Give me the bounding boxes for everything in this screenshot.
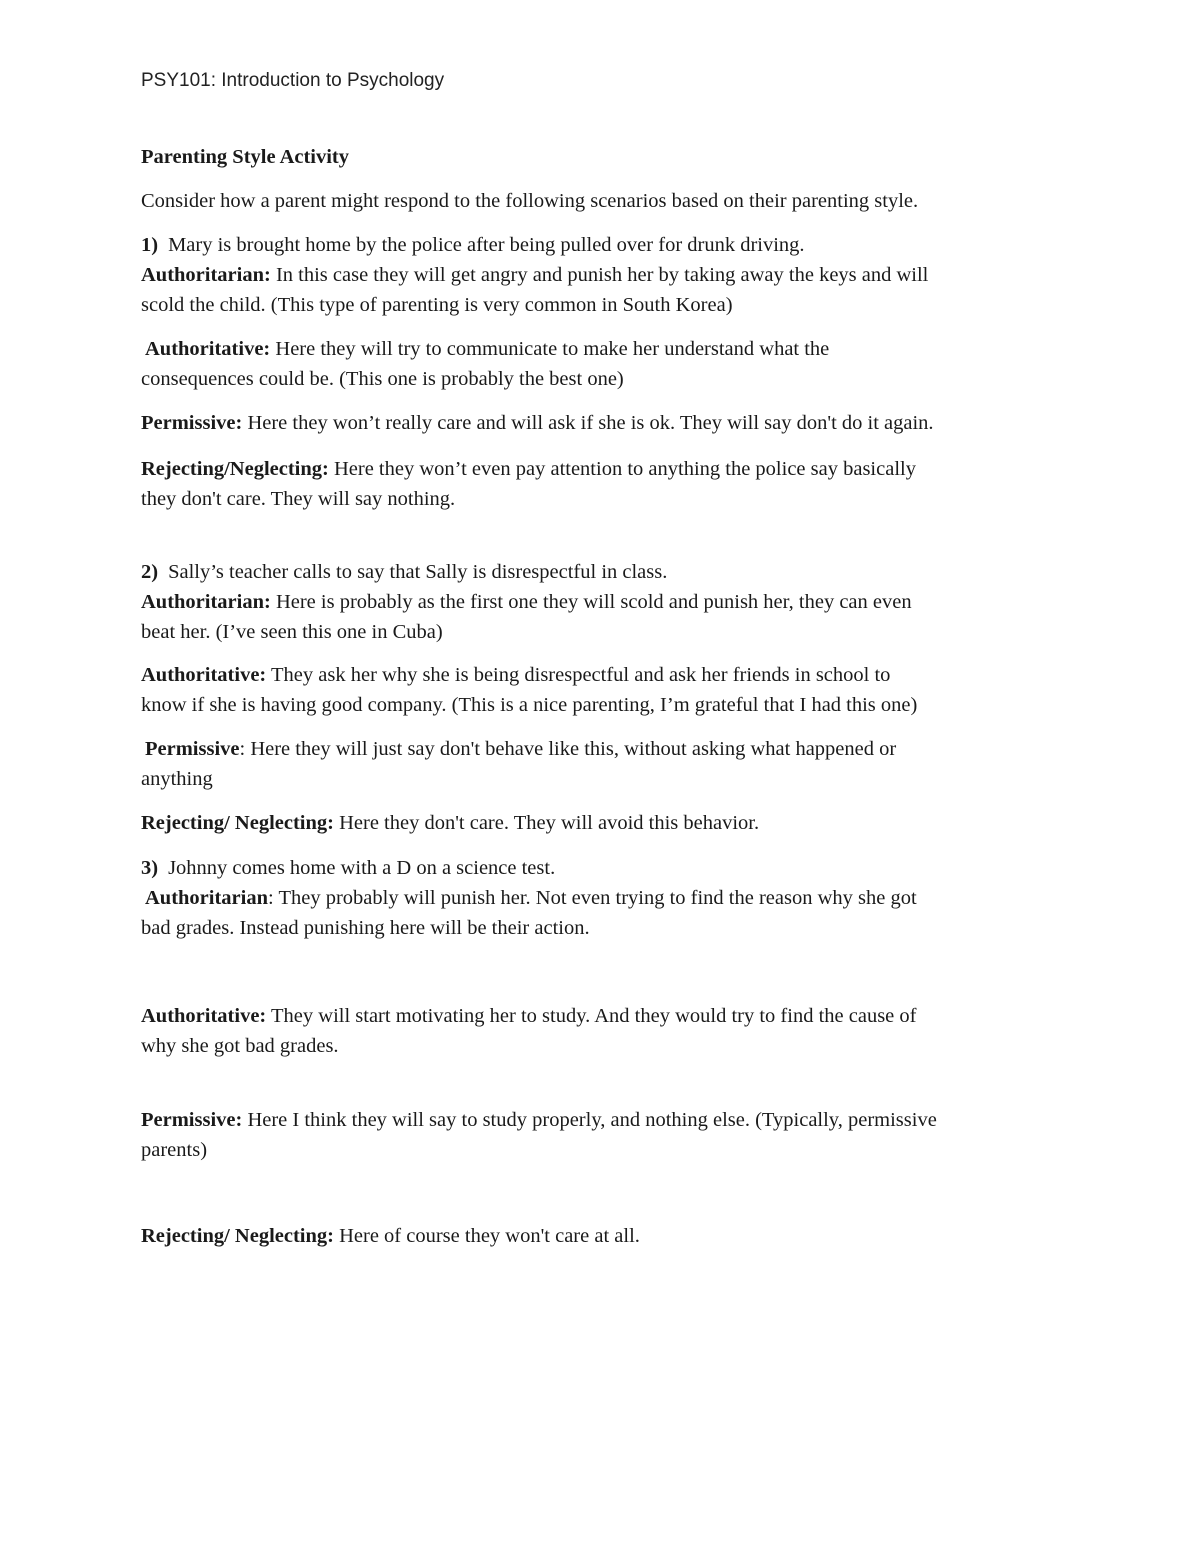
response-text: : Here they will just say don't behave like this, without asking what happened or [239,738,897,760]
response-text: : They probably will punish her. Not even trying to find the reason why she got [268,887,917,909]
response-text: parents) [141,1139,208,1161]
scenario-3-rejecting [141,1221,1071,1251]
scenario-1-rejecting [141,454,1071,514]
scenario-2-rejecting [141,808,1071,838]
response-text: know if she is having good company. (This is a nice parenting, I’m grateful that I had this one) [141,694,918,716]
page-header: PSY101: Introduction to Psychology [141,70,445,91]
scenario-1-prompt [141,230,1071,320]
response-text: anything [141,768,213,790]
scenario-number: 1) [141,234,159,256]
scenario-number: 3) [141,857,159,879]
response-text: why she got bad grades. [141,1035,339,1057]
response-text: they don't care. They will say nothing. [141,488,456,510]
scenario-prompt-text: Sally’s teacher calls to say that Sally is disrespectful in class. [168,561,668,583]
response-text: Here they won’t really care and will ask if she is ok. They will say don't do it again. [242,412,934,434]
scenario-1-permissive [141,408,1071,438]
response-text: bad grades. Instead punishing here will be their action. [141,917,590,939]
response-text: beat her. (I’ve seen this one in Cuba) [141,621,443,643]
scenario-1-authoritative [141,334,1071,394]
scenario-2-authoritative [141,660,1071,720]
intro-text: Consider how a parent might respond to the following scenarios based on their parenting style. [141,190,919,212]
style-label-authoritarian: Authoritarian [145,887,268,909]
style-label-authoritative: Authoritative: [145,338,271,360]
response-text: They ask her why she is being disrespectful and ask her friends in school to [266,664,891,686]
scenario-3-permissive [141,1105,1071,1165]
style-label-rejecting: Rejecting/ Neglecting: [141,1225,334,1247]
intro-paragraph [141,186,1071,216]
scenario-prompt-text: Johnny comes home with a D on a science test. [168,857,556,879]
scenario-number: 2) [141,561,159,583]
style-label-authoritarian: Authoritarian: [141,591,271,613]
style-label-authoritative: Authoritative: [141,664,267,686]
style-label-permissive: Permissive: [141,1109,243,1131]
response-text: scold the child. (This type of parenting is very common in South Korea) [141,294,733,316]
style-label-rejecting: Rejecting/Neglecting: [141,458,329,480]
response-text: In this case they will get angry and punish her by taking away the keys and will [270,264,929,286]
response-text: Here I think they will say to study properly, and nothing else. (Typically, permissive [242,1109,937,1131]
scenario-prompt-text: Mary is brought home by the police after being pulled over for drunk driving. [168,234,805,256]
style-label-authoritarian: Authoritarian: [141,264,271,286]
response-text: Here they won’t even pay attention to anything the police say basically [328,458,916,480]
response-text: Here they don't care. They will avoid this behavior. [333,812,760,834]
activity-title: Parenting Style Activity [141,146,350,168]
response-text: Here of course they won't care at all. [333,1225,640,1247]
scenario-2-permissive [141,734,1071,794]
style-label-permissive: Permissive: [141,412,243,434]
response-text: Here is probably as the first one they will scold and punish her, they can even [270,591,912,613]
scenario-3-prompt [141,853,1071,943]
style-label-permissive: Permissive [145,738,240,760]
scenario-3-authoritative [141,1001,1071,1061]
scenario-2-prompt [141,557,1071,647]
style-label-rejecting: Rejecting/ Neglecting: [141,812,334,834]
response-text: Here they will try to communicate to make her understand what the [270,338,830,360]
response-text: They will start motivating her to study. And they would try to find the cause of [266,1005,917,1027]
response-text: consequences could be. (This one is probably the best one) [141,368,624,390]
style-label-authoritative: Authoritative: [141,1005,267,1027]
